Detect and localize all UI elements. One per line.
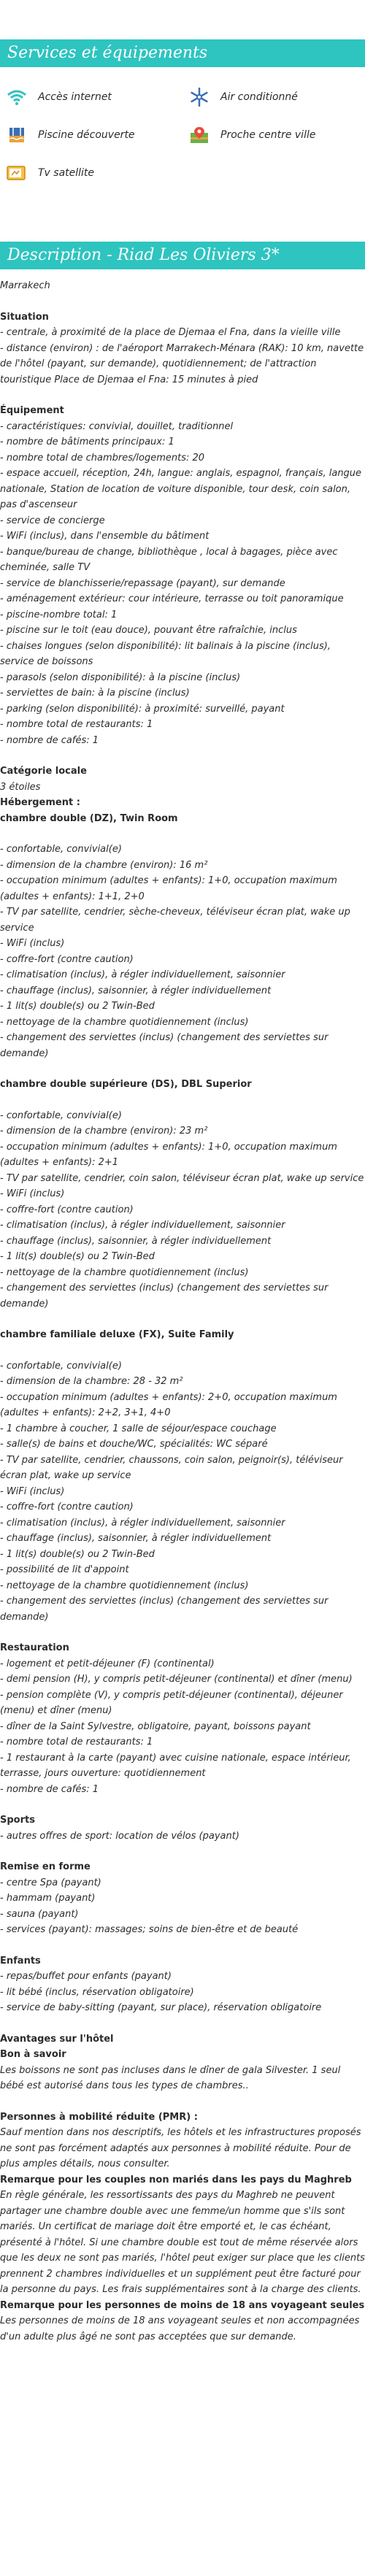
hebergement-heading: Hébergement : (0, 797, 80, 808)
room-feature-line: - 1 lit(s) double(s) ou 2 Twin-Bed (0, 1001, 155, 1012)
city-text: Marrakech (0, 280, 50, 291)
equipement-line: - WiFi (inclus), dans l'ensemble du bâtiment (0, 531, 210, 542)
room-feature-line: - dimension de la chambre: 28 - 32 m² (0, 1376, 183, 1387)
room-feature-line: - climatisation (inclus), à régler individuellement, saisonnier (0, 969, 285, 980)
room-feature-line: - chauffage (inclus), saisonnier, à régler individuellement (0, 1533, 272, 1544)
restauration-heading: Restauration (0, 1642, 69, 1653)
room-feature-line: - occupation minimum (adultes + enfants): 1+0, occupation maximum (adultes + enfants): 1+1, 2+0 (0, 875, 337, 902)
room-feature-line: - TV par satellite, cendrier, chaussons, coin salon, peignoir(s), téléviseur écran plat, wake up service (0, 1454, 343, 1481)
enfants-line: - repas/buffet pour enfants (payant) (0, 1971, 172, 1982)
room-feature-line: - changement des serviettes (inclus) (changement des serviettes sur demande) (0, 1032, 328, 1059)
enfants-list (0, 1969, 365, 2016)
service-item-satellite-tv (6, 154, 188, 192)
room-feature-line: - dimension de la chambre (environ): 23 m² (0, 1126, 208, 1137)
service-item-internet (6, 78, 188, 116)
room-feature-line: - coffre-fort (contre caution) (0, 1502, 134, 1512)
equipement-line: - espace accueil, réception, 24h, langue: anglais, espagnol, français, langue nationale, Station de location de voiture disponible, tour desk, coin salon, pas d'ascenseur (0, 468, 362, 510)
restauration-line: - nombre total de restaurants: 1 (0, 1737, 153, 1748)
service-label: Proche centre ville (220, 129, 316, 141)
services-grid (0, 67, 365, 199)
sports-list (0, 1829, 365, 1845)
room-feature-line: - confortable, convivial(e) (0, 1360, 122, 1372)
room-feature-line: - 1 lit(s) double(s) ou 2 Twin-Bed (0, 1251, 155, 1262)
equipement-line: - caractéristiques: convivial, douillet, traditionnel (0, 420, 234, 432)
restauration-line: - 1 restaurant à la carte (payant) avec cuisine nationale, espace intérieur, terrasse, jours ouverture: quotidiennement (0, 1752, 351, 1779)
situation-list (0, 325, 365, 388)
rooms-list (0, 811, 365, 1641)
room-feature-line: - nettoyage de la chambre quotidiennement (inclus) (0, 1266, 249, 1278)
moins18-text: Les personnes de moins de 18 ans voyageant seules et non accompagnées d'un adulte plus âgé ne sont pas acceptées que sur demande. (0, 2315, 360, 2342)
equipement-line: - nombre de bâtiments principaux: 1 (0, 437, 174, 447)
restauration-line: - logement et petit-déjeuner (F) (continental) (0, 1658, 215, 1669)
service-label: Air conditionné (220, 91, 298, 103)
equipement-line: - nombre de cafés: 1 (0, 734, 99, 746)
sports-heading: Sports (0, 1815, 35, 1826)
maghreb-heading: Remarque pour les couples non mariés dans les pays du Maghreb (0, 2174, 352, 2185)
bon-text: Les boissons ne sont pas incluses dans le dîner de gala Silvester. 1 seul bébé est autorisé dans tous les types de chambres.. (0, 2064, 341, 2091)
service-label: Piscine découverte (38, 129, 135, 141)
room-feature-line: - TV par satellite, cendrier, sèche-cheveux, téléviseur écran plat, wake up service (0, 907, 350, 934)
room-title: chambre double supérieure (DS), DBL Superior (0, 1079, 252, 1090)
room-feature-line: - chauffage (inclus), saisonnier, à régler individuellement (0, 1235, 272, 1247)
forme-heading: Remise en forme (0, 1861, 91, 1872)
forme-line: - services (payant): massages; soins de bien-être et de beauté (0, 1924, 299, 1935)
room-feature-line: - coffre-fort (contre caution) (0, 953, 134, 965)
room-feature-line: - salle(s) de bains et douche/WC, spécialités: WC séparé (0, 1439, 268, 1450)
room-feature-line: - WiFi (inclus) (0, 1188, 65, 1199)
room-feature-line: - confortable, convivial(e) (0, 844, 122, 855)
room-feature-line: - coffre-fort (contre caution) (0, 1204, 134, 1215)
room-feature-line: - nettoyage de la chambre quotidiennement (inclus) (0, 1580, 249, 1591)
service-item-pool (6, 116, 188, 154)
forme-line: - centre Spa (payant) (0, 1877, 101, 1888)
bon-heading: Bon à savoir (0, 2049, 66, 2060)
snowflake-icon (188, 86, 210, 108)
equipement-line: - serviettes de bain: à la piscine (inclus) (0, 688, 190, 699)
restauration-line: - demi pension (H), y compris petit-déjeuner (continental) et dîner (menu) (0, 1674, 353, 1685)
map-pin-icon (188, 124, 210, 146)
categorie-heading: Catégorie locale (0, 766, 87, 777)
room-feature-line: - occupation minimum (adultes + enfants): 1+0, occupation maximum (adultes + enfants): 2+1 (0, 1141, 337, 1168)
equipement-line: - piscine sur le toit (eau douce), pouvant être rafraîchie, inclus (0, 625, 297, 636)
services-section-title: Services et équipements (0, 39, 365, 67)
service-label: Accès internet (38, 91, 112, 103)
equipement-line: - aménagement extérieur: cour intérieure, terrasse ou toit panoramique (0, 593, 344, 604)
room-feature-line: - WiFi (inclus) (0, 938, 65, 949)
enfants-line: - lit bébé (inclus, réservation obligatoire) (0, 1986, 194, 1998)
restauration-line: - dîner de la Saint Sylvestre, obligatoire, payant, boissons payant (0, 1720, 311, 1732)
restauration-list (0, 1656, 365, 1798)
pmr-heading: Personnes à mobilité réduite (PMR) : (0, 2111, 198, 2123)
equipement-line: - service de blanchisserie/repassage (payant), sur demande (0, 577, 285, 589)
forme-list (0, 1875, 365, 1938)
equipement-line: - parking (selon disponibilité): à proximité: surveillé, payant (0, 703, 285, 715)
situation-line: - distance (environ) : de l'aéroport Marrakech-Ménara (RAK): 10 km, navette de l'hôtel (payant, sur demande), quotidiennement; de l'attraction touristique Place de Djemaa el Fna: 15 minutes à pied (0, 342, 364, 385)
tv-icon (6, 162, 28, 184)
moins18-heading: Remarque pour les personnes de moins de 18 ans voyageant seules (0, 2299, 365, 2311)
description-content (0, 278, 365, 2345)
room-feature-line: - changement des serviettes (inclus) (changement des serviettes sur demande) (0, 1596, 328, 1623)
forme-line: - hammam (payant) (0, 1893, 96, 1904)
room-feature-line: - TV par satellite, cendrier, coin salon, téléviseur écran plat, wake up service (0, 1172, 364, 1184)
service-item-air-conditioning (188, 78, 365, 116)
room-feature-line: - WiFi (inclus) (0, 1485, 65, 1497)
categorie-value: 3 étoiles (0, 781, 41, 793)
equipement-heading: Équipement (0, 405, 64, 416)
equipement-line: - chaises longues (selon disponibilité): lit balinais à la piscine (inclus), service de boissons (0, 640, 331, 667)
room-feature-line: - confortable, convivial(e) (0, 1110, 122, 1121)
pmr-text: Sauf mention dans nos descriptifs, les hôtels et les infrastructures proposés ne sont pas forcément adaptés aux personnes à mobilité réduite. Pour de plus amples détails, nous consulter. (0, 2127, 361, 2169)
equipement-line: - nombre total de chambres/logements: 20 (0, 452, 205, 464)
room-feature-line: - changement des serviettes (inclus) (changement des serviettes sur demande) (0, 1283, 328, 1310)
restauration-line: - pension complète (V), y compris petit-déjeuner (continental), déjeuner (menu) et dîner (menu) (0, 1689, 343, 1716)
enfants-heading: Enfants (0, 1955, 41, 1966)
room-title: chambre double (DZ), Twin Room (0, 812, 178, 824)
room-feature-line: - nettoyage de la chambre quotidiennement (inclus) (0, 1016, 249, 1028)
room-feature-line: - climatisation (inclus), à régler individuellement, saisonnier (0, 1517, 285, 1529)
room-feature-line: - climatisation (inclus), à régler individuellement, saisonnier (0, 1220, 285, 1231)
room-title: chambre familiale deluxe (FX), Suite Family (0, 1329, 234, 1340)
room-feature-line: - occupation minimum (adultes + enfants): 2+0, occupation maximum (adultes + enfants): 2+2, 3+1, 4+0 (0, 1391, 337, 1418)
equipement-line: - parasols (selon disponibilité): à la piscine (inclus) (0, 672, 241, 683)
room-feature-line: - chauffage (inclus), saisonnier, à régler individuellement (0, 985, 272, 996)
equipement-line: - nombre total de restaurants: 1 (0, 719, 153, 730)
pool-icon (6, 124, 28, 146)
situation-line: - centrale, à proximité de la place de Djemaa el Fna, dans la vieille ville (0, 327, 341, 338)
situation-heading: Situation (0, 311, 49, 323)
forme-line: - sauna (payant) (0, 1908, 79, 1920)
enfants-line: - service de baby-sitting (payant, sur place), réservation obligatoire (0, 2002, 322, 2013)
avantages-heading: Avantages sur l'hôtel (0, 2033, 114, 2045)
restauration-line: - nombre de cafés: 1 (0, 1783, 99, 1795)
maghreb-text: En règle générale, les ressortissants des pays du Maghreb ne peuvent partager une chambre double avec une femme/un homme que s'ils sont mariés. Un certificat de mariage doit être emporté et, le cas échéant, présenté à l'hôtel. Si une chambre double est tout de même réservée alors que les deux ne sont pas mariés, l'hôtel peut exiger sur place que les clients prennent 2 chambres individuelles et un supplément peut être facturé pour la personne du pays. Les frais supplémentaires sont à la charge des clients. (0, 2190, 365, 2295)
description-section-title: Description - Riad Les Oliviers 3* (0, 242, 365, 269)
equipement-list (0, 419, 365, 749)
service-item-city-center (188, 116, 365, 154)
equipement-line: - piscine-nombre total: 1 (0, 609, 118, 620)
wifi-icon (6, 86, 28, 108)
equipement-line: - banque/bureau de change, bibliothèque , local à bagages, pièce avec cheminée, salle TV (0, 546, 338, 573)
room-feature-line: - dimension de la chambre (environ): 16 m² (0, 859, 208, 871)
room-feature-line: - possibilité de lit d'appoint (0, 1564, 129, 1575)
service-label: Tv satellite (38, 167, 95, 179)
equipement-line: - service de concierge (0, 515, 105, 526)
sports-line: - autres offres de sport: location de vélos (payant) (0, 1830, 239, 1842)
room-feature-line: - 1 lit(s) double(s) ou 2 Twin-Bed (0, 1548, 155, 1560)
room-feature-line: - 1 chambre à coucher, 1 salle de séjour/espace couchage (0, 1423, 277, 1434)
